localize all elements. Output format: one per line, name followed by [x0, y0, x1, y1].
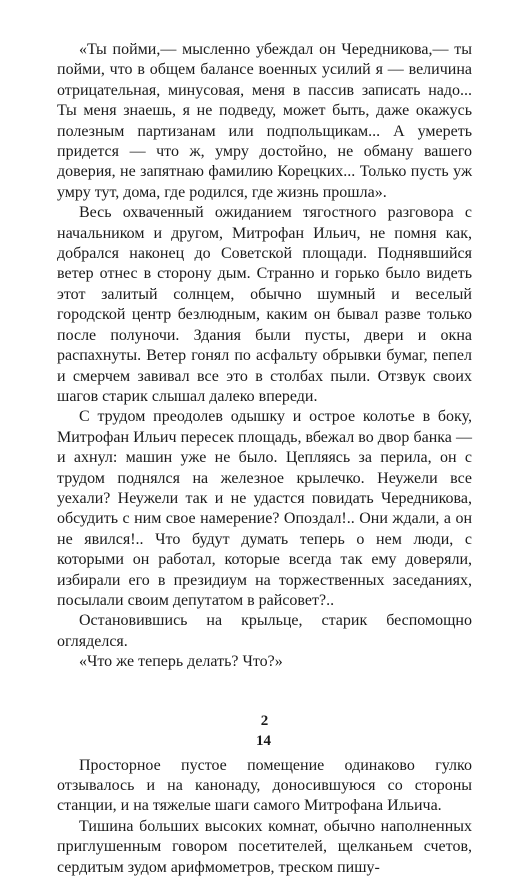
paragraph: Весь охваченный ожиданием тягостного разговора с начальником и другом, Митрофан Ильич, не помня как, добрался наконец до Советской площади. Поднявшийся ветер отнес в сторону дым. Странно и горько было видеть этот залитый солнцем, обычно шумный и веселый городской центр безлюдным, каким он бывал разве только после полуночи. Здания были пусты, двери и окна распахнуты. Ветер гонял по асфальту обрывки бумаг, пепел и смерчем завивал все это в столбах пыли. Отзвук своих шагов старик слышал далеко впереди.	[57, 204, 472, 405]
page-number: 14	[256, 733, 271, 749]
paragraph: Остановившись на крыльце, старик беспомощно огляделся.	[57, 612, 472, 650]
paragraph: С трудом преодолев одышку и острое колотье в боку, Митрофан Ильич пересек площадь, вбежал во двор банка — и ахнул: машин уже не было. Цепляясь за перила, он с трудом поднялся на железное крылечко. Неужели все уехали? Неужели так и не удастся повидать Чередникова, обсудить с ним свое намерение? Опоздал!.. Они ждали, а он не явился!.. Что будут думать теперь о нем люди, с которыми он работал, которые всегда так ему доверяли, избирали его в президиум на торжественных заседаниях, посылали своим депутатом в райсовет?..	[57, 408, 472, 609]
section-number: 2	[260, 712, 269, 729]
page-body	[57, 40, 472, 878]
paragraph: Тишина больших высоких комнат, обычно наполненных приглушенным говором посетителей, щелканьем счетов, сердитым зудом арифмометров, треском пишу-	[57, 817, 472, 876]
paragraph: «Что же теперь делать? Что?»	[79, 653, 283, 671]
paragraph: «Ты пойми,— мысленно убеждал он Чередникова,— ты пойми, что в общем балансе военных усилий я — величина отрицательная, минусовая, меня в пассив записать надо... Ты меня знаешь, я не подведу, может быть, даже окажусь полезным партизанам или подпольщикам... А умереть придется — что ж, умру достойно, не обману вашего доверия, не запятнаю фамилию Корецких... Только пусть уж умру тут, дома, где родился, где жизнь прошла».	[57, 41, 472, 201]
paragraph: Просторное пустое помещение одинаково гулко отзывалось и на канонаду, доносившуюся со стороны станции, и на тяжелые шаги самого Митрофана Ильича.	[57, 756, 472, 815]
